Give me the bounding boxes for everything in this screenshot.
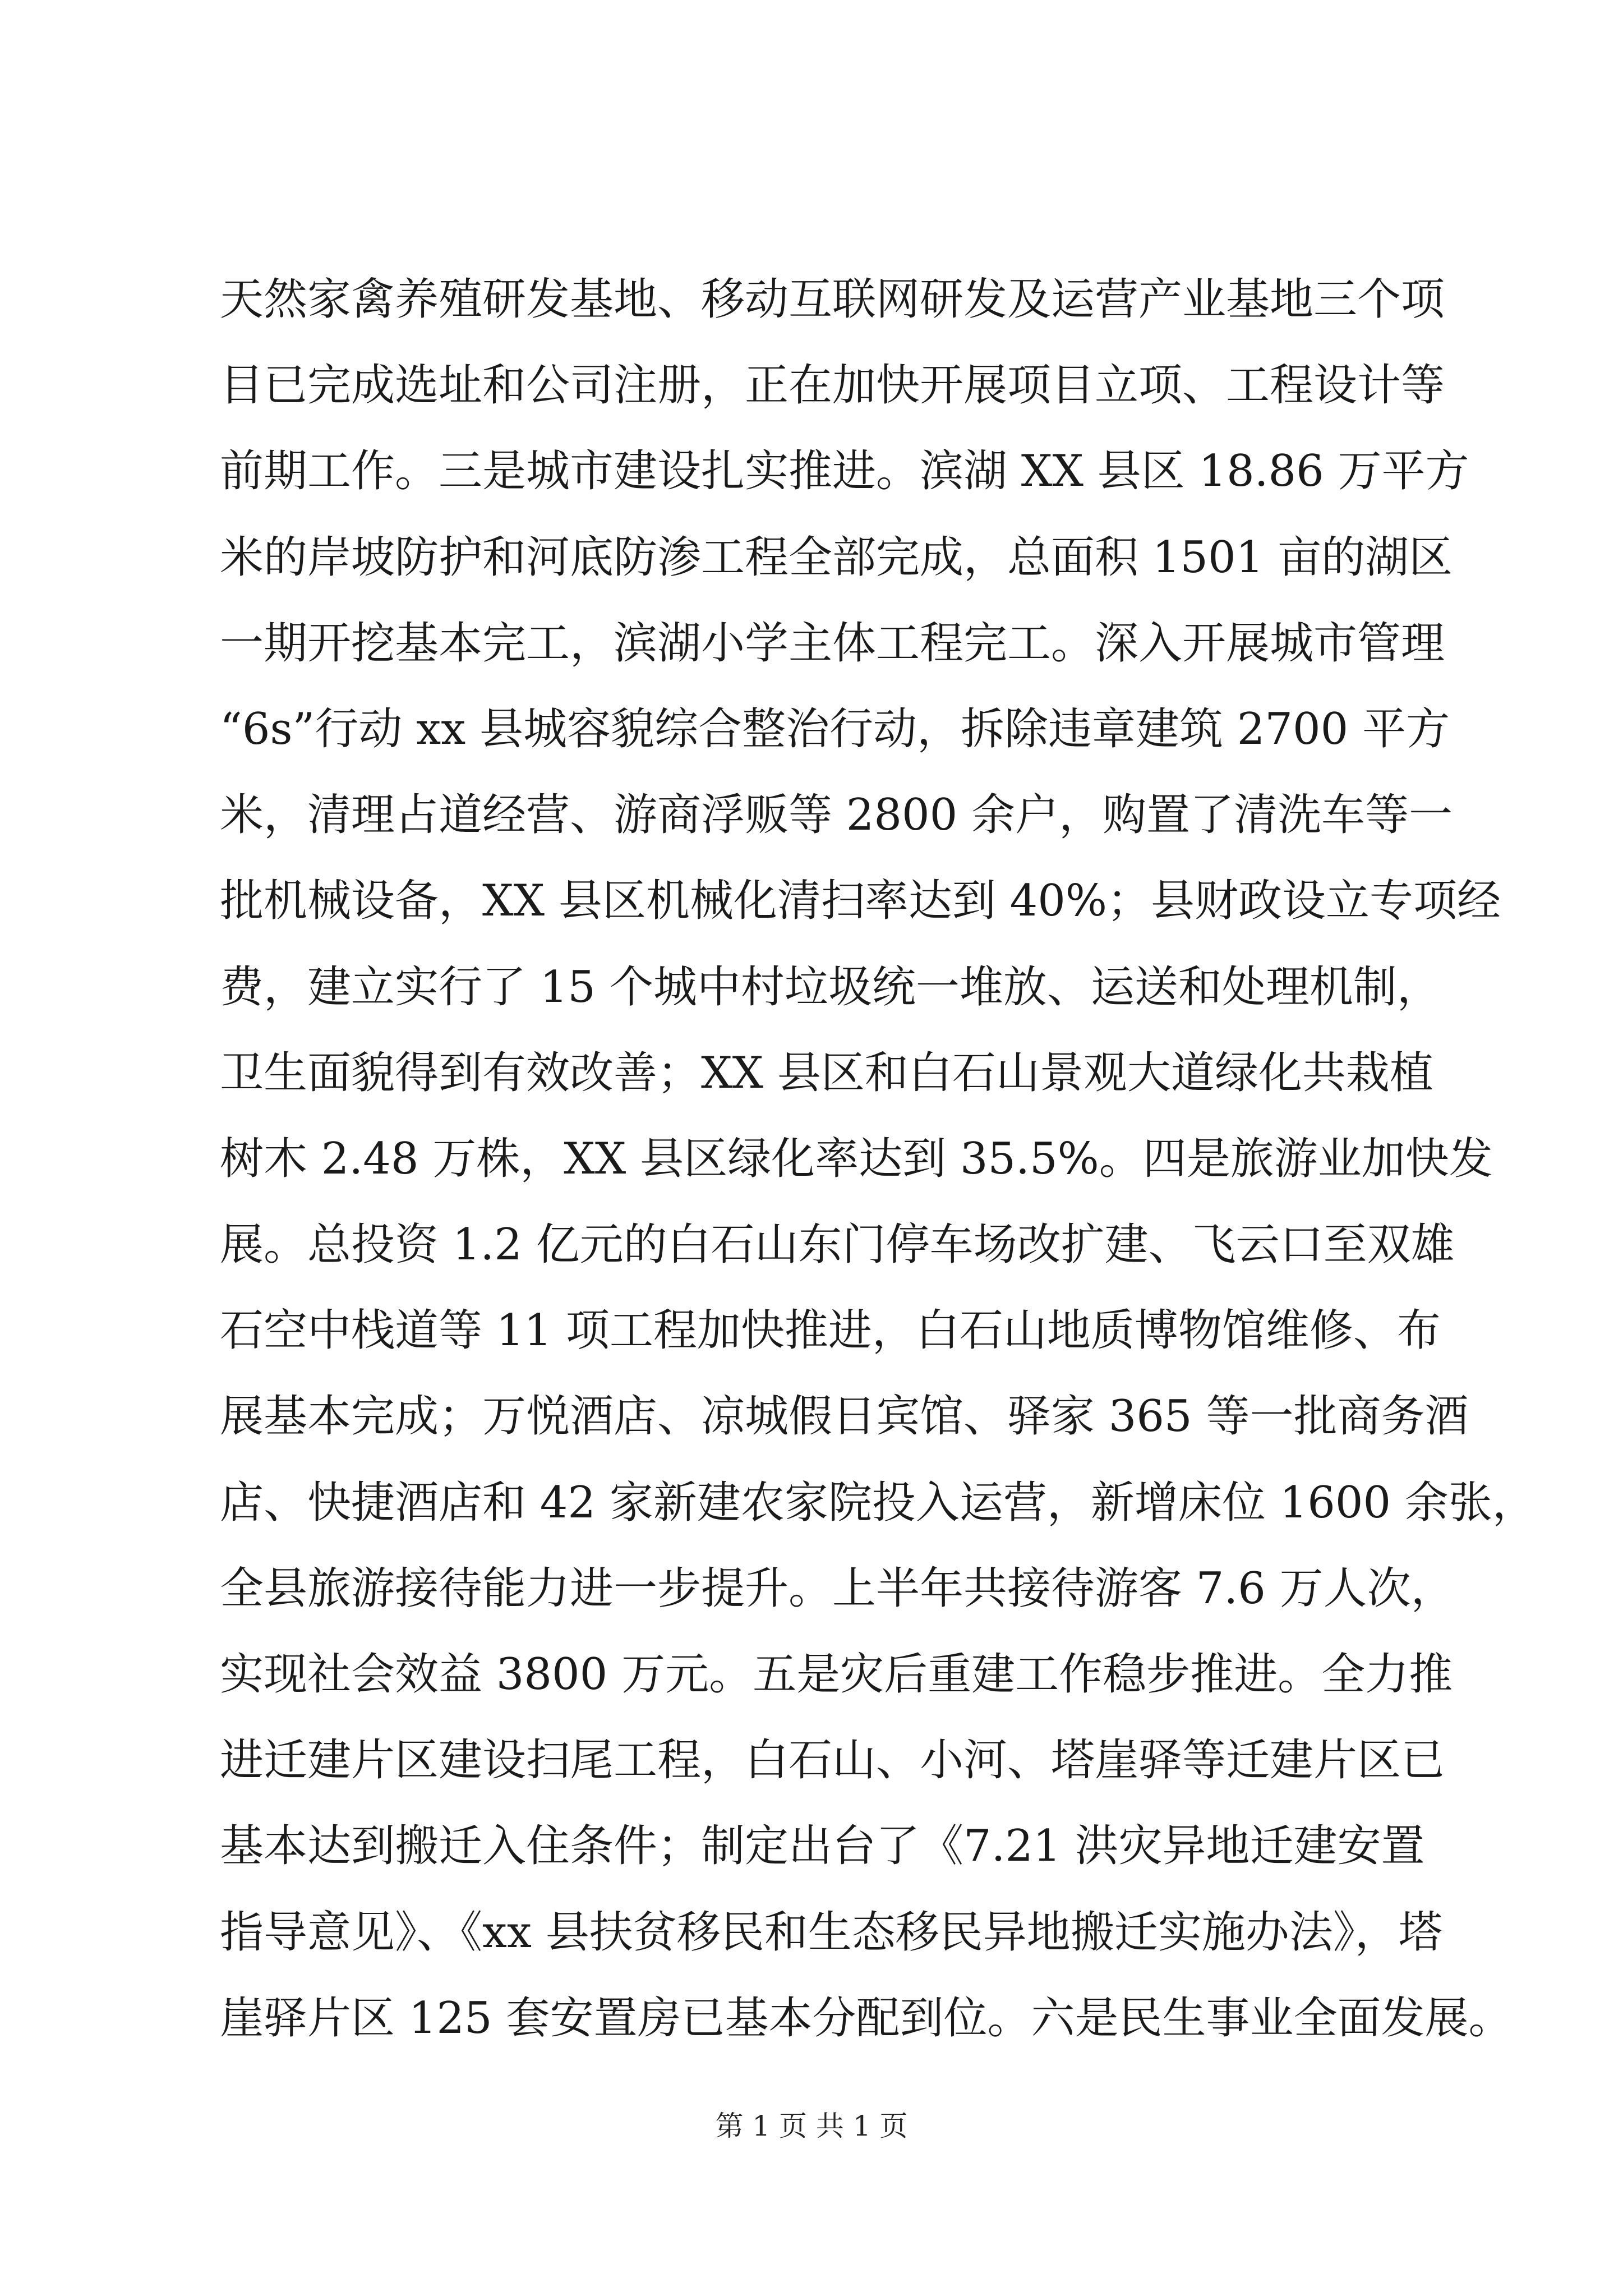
text-line: 全县旅游接待能力进一步提升。上半年共接待游客 7.6 万人次， xyxy=(220,1563,1455,1614)
text-line: 天然家禽养殖研发基地、移动互联网研发及运营产业基地三个项 xyxy=(220,274,1445,325)
page-number-footer: 第 1 页 共 1 页 xyxy=(715,2110,908,2142)
text-line: 目已完成选址和公司注册，正在加快开展项目立项、工程设计等 xyxy=(220,360,1445,411)
text-line: 展基本完成；万悦酒店、凉城假日宾馆、驿家 365 等一批商务酒 xyxy=(220,1391,1469,1442)
text-line: 批机械设备，XX 县区机械化清扫率达到 40%；县财政设立专项经 xyxy=(220,876,1501,927)
text-line: 米，清理占道经营、游商浮贩等 2800 余户，购置了清洗车等一 xyxy=(220,790,1453,841)
text-line: 崖驿片区 125 套安置房已基本分配到位。六是民生事业全面发展。 xyxy=(220,1993,1513,2044)
text-line: 店、快捷酒店和 42 家新建农家院投入运营，新增床位 1600 余张， xyxy=(220,1477,1536,1528)
text-line: 一期开挖基本完工，滨湖小学主体工程完工。深入开展城市管理 xyxy=(220,618,1445,669)
text-line: 树木 2.48 万株，XX 县区绿化率达到 35.5%。四是旅游业加快发 xyxy=(220,1133,1493,1184)
text-line: 实现社会效益 3800 万元。五是灾后重建工作稳步推进。全力推 xyxy=(220,1649,1453,1700)
text-line: 前期工作。三是城市建设扎实推进。滨湖 XX 县区 18.86 万平方 xyxy=(220,446,1469,497)
text-line: 展。总投资 1.2 亿元的白石山东门停车场改扩建、飞云口至双雄 xyxy=(220,1220,1455,1271)
text-line: 进迁建片区建设扫尾工程，白石山、小河、塔崖驿等迁建片区已 xyxy=(220,1735,1445,1786)
text-line: “6s”行动 xx 县城容貌综合整治行动，拆除违章建筑 2700 平方 xyxy=(220,703,1450,754)
text-line: 费，建立实行了 15 个城中村垃圾统一堆放、运送和处理机制， xyxy=(220,961,1441,1013)
text-line: 石空中栈道等 11 项工程加快推进，白石山地质博物馆维修、布 xyxy=(220,1305,1441,1356)
text-line: 米的岸坡防护和河底防渗工程全部完成，总面积 1501 亩的湖区 xyxy=(220,532,1453,583)
document-body xyxy=(220,257,1536,2062)
text-line: 基本达到搬迁入住条件；制定出台了《7.21 洪灾异地迁建安置 xyxy=(220,1821,1425,1872)
text-line: 指导意见》、《xx 县扶贫移民和生态移民异地搬迁实施办法》，塔 xyxy=(220,1907,1442,1958)
text-line: 卫生面貌得到有效改善；XX 县区和白石山景观大道绿化共栽植 xyxy=(220,1047,1433,1098)
